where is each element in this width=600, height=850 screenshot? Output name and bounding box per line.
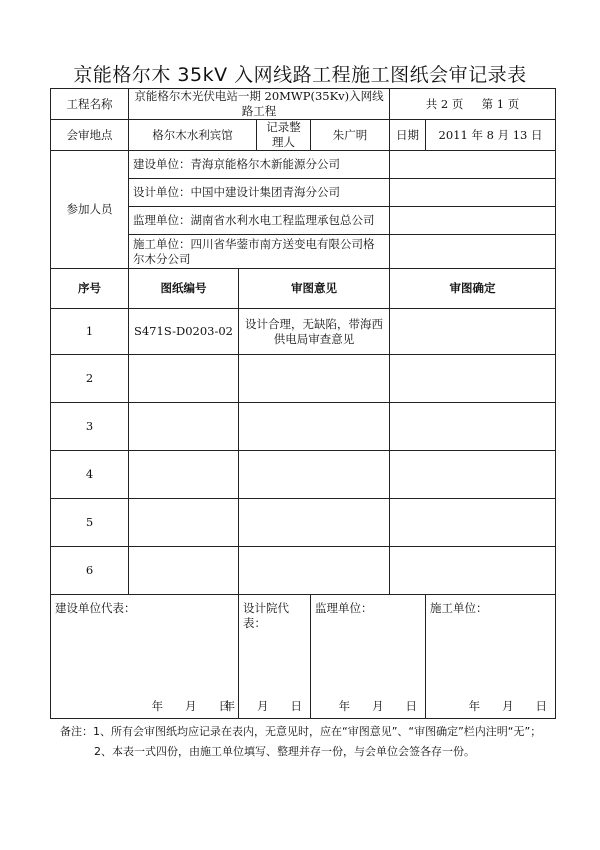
table-row xyxy=(51,499,556,547)
signature-date: 年 月 日 xyxy=(468,699,548,713)
signature-date: 年 月 日 xyxy=(338,699,418,713)
row-drawing xyxy=(129,403,239,451)
signature-date: 年 月 日 xyxy=(151,699,230,713)
project-name: 京能格尔木光伏电站一期 20MWP(35Kv)入网线路工程 xyxy=(129,89,390,120)
header-opinion: 审图意见 xyxy=(239,269,390,309)
page-count xyxy=(390,89,556,120)
participant-contractor: 施工单位：四川省华蓥市南方送变电有限公司格尔木分公司 xyxy=(129,235,390,269)
participant-blank xyxy=(390,179,556,207)
row-drawing xyxy=(129,499,239,547)
row-no: 6 xyxy=(51,547,129,595)
row-no: 5 xyxy=(51,499,129,547)
row-opinion xyxy=(239,451,390,499)
page-number: 第 1 页 xyxy=(481,96,520,111)
project-row xyxy=(51,89,556,120)
builder-signature xyxy=(51,595,239,719)
row-drawing: S471S-D0203-02 xyxy=(129,309,239,355)
notes xyxy=(60,722,560,762)
participants-label: 参加人员 xyxy=(51,151,129,269)
supervisor-signature xyxy=(311,595,426,719)
participant-blank xyxy=(390,151,556,179)
contractor-signature xyxy=(426,595,556,719)
row-opinion xyxy=(239,403,390,451)
page-title: 京能格尔木 35kV 入网线路工程施工图纸会审记录表 xyxy=(73,64,527,86)
participant-row xyxy=(51,151,556,179)
builder-signature-label: 建设单位代表： xyxy=(55,601,136,615)
row-no: 3 xyxy=(51,403,129,451)
table-header-row xyxy=(51,269,556,309)
place-label: 会审地点 xyxy=(51,120,129,151)
row-confirm xyxy=(390,309,556,355)
row-drawing xyxy=(129,355,239,403)
row-opinion xyxy=(239,499,390,547)
participant-supervisor: 监理单位：湖南省水利水电工程监理承包总公司 xyxy=(129,207,390,235)
recorder-label: 记录整理人 xyxy=(257,120,311,151)
row-opinion xyxy=(239,355,390,403)
participant-blank xyxy=(390,235,556,269)
recorder-value: 朱广明 xyxy=(311,120,390,151)
table-row xyxy=(51,547,556,595)
row-drawing xyxy=(129,451,239,499)
row-confirm xyxy=(390,547,556,595)
row-drawing xyxy=(129,547,239,595)
table-row xyxy=(51,451,556,499)
participant-builder: 建设单位：青海京能格尔木新能源分公司 xyxy=(129,151,390,179)
total-pages: 共 2 页 xyxy=(425,96,464,111)
date-value: 2011 年 8 月 13 日 xyxy=(426,120,556,151)
table-row xyxy=(51,309,556,355)
participant-blank xyxy=(390,207,556,235)
project-label: 工程名称 xyxy=(51,89,129,120)
review-record-table xyxy=(50,88,556,719)
row-no: 4 xyxy=(51,451,129,499)
signature-row xyxy=(51,595,556,719)
designer-signature-label: 设计院代表： xyxy=(243,601,289,630)
contractor-signature-label: 施工单位： xyxy=(430,601,488,615)
row-confirm xyxy=(390,355,556,403)
date-label: 日期 xyxy=(390,120,426,151)
header-confirm: 审图确定 xyxy=(390,269,556,309)
participant-designer: 设计单位：中国中建设计集团青海分公司 xyxy=(129,179,390,207)
row-no: 1 xyxy=(51,309,129,355)
row-opinion: 设计合理，无缺陷，带海西供电局审查意见 xyxy=(239,309,390,355)
place-value: 格尔木水利宾馆 xyxy=(129,120,257,151)
row-opinion xyxy=(239,547,390,595)
note-line-2: 2、本表一式四份，由施工单位填写、整理并存一份，与会单位会签各存一份。 xyxy=(94,745,475,758)
table-row xyxy=(51,355,556,403)
row-confirm xyxy=(390,499,556,547)
meeting-row xyxy=(51,120,556,151)
row-confirm xyxy=(390,403,556,451)
designer-signature xyxy=(223,595,311,719)
header-no: 序号 xyxy=(51,269,129,309)
signature-date: 年 月 日 xyxy=(223,699,302,713)
row-confirm xyxy=(390,451,556,499)
note-line-1: 备注：1、所有会审图纸均应记录在表内，无意见时，应在“审图意见”、“审图确定”栏内注明“无”； xyxy=(60,725,542,738)
supervisor-signature-label: 监理单位： xyxy=(315,601,373,615)
table-row xyxy=(51,403,556,451)
row-no: 2 xyxy=(51,355,129,403)
header-drawing: 图纸编号 xyxy=(129,269,239,309)
